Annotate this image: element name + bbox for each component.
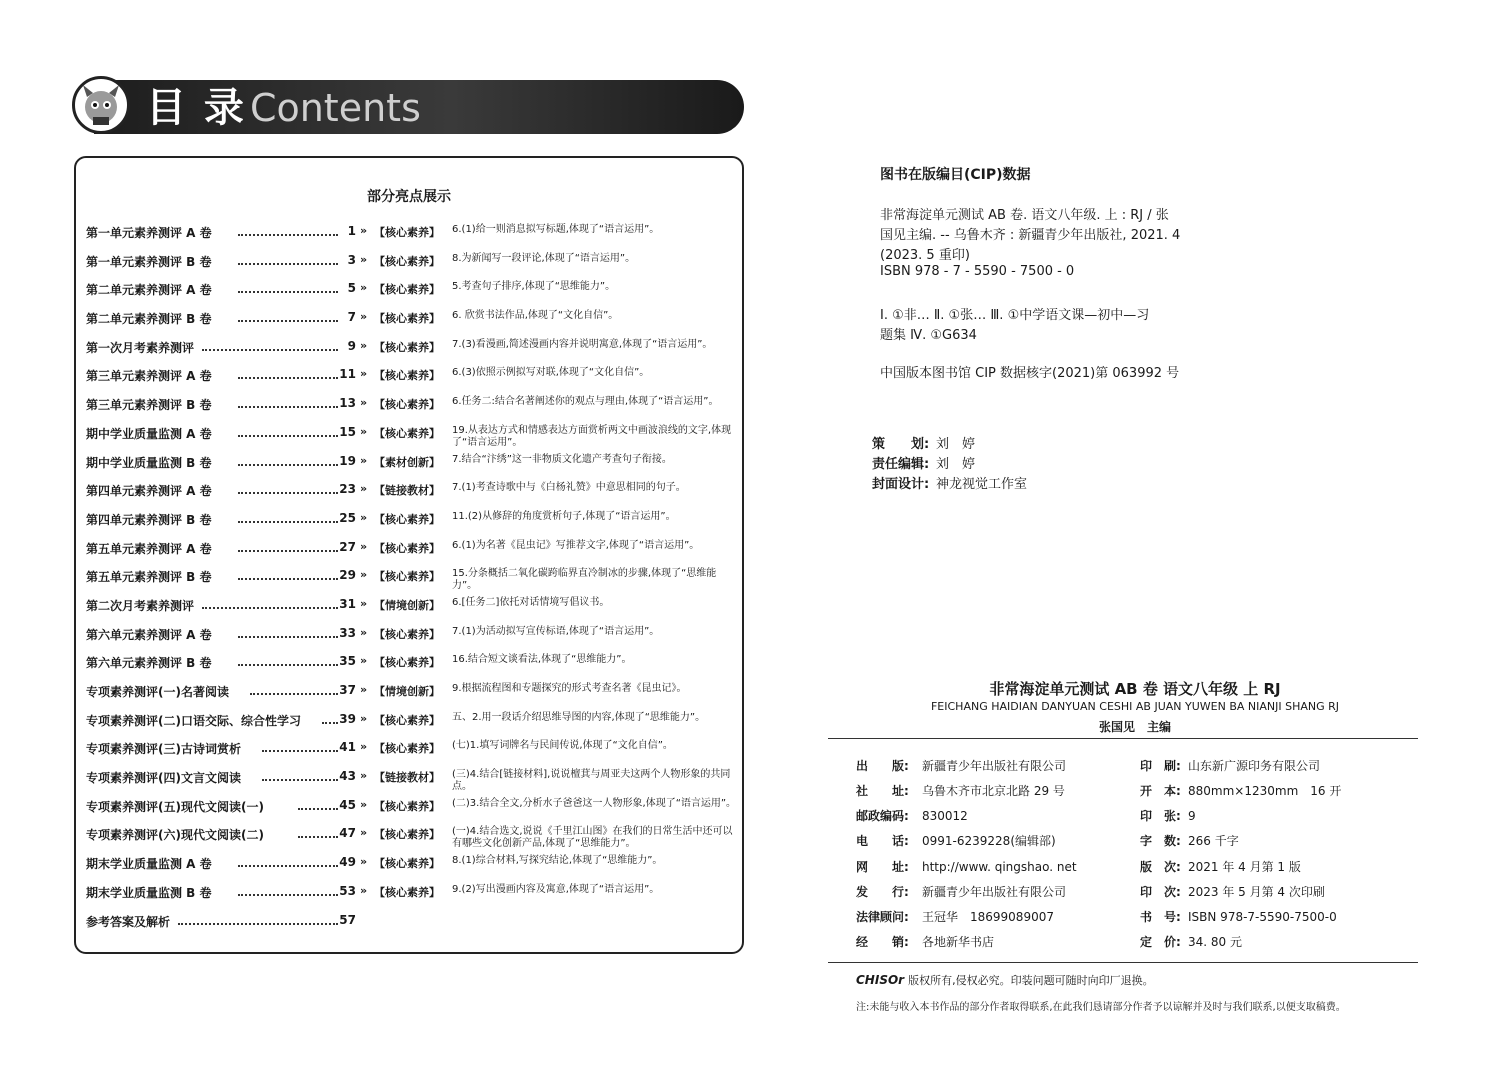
toc-description: 5.考查句子排序,体现了“思维能力”。	[452, 281, 616, 293]
publisher-logo: CHISOr	[856, 973, 905, 987]
toc-page-number: 37	[339, 683, 356, 697]
pub-info-row	[1140, 933, 1242, 950]
arrow-icon: »	[360, 281, 368, 295]
pub-value: http://www. qingshao. net	[922, 860, 1077, 874]
toc-page-number: 31	[339, 596, 356, 611]
toc-page-number: 45	[339, 797, 356, 812]
toc-page-number: 3	[347, 252, 356, 267]
toc-entry-title: 第四单元素养测评 A 卷	[86, 484, 212, 499]
toc-entry[interactable]	[86, 505, 736, 534]
pub-value: 0991-6239228(编辑部)	[922, 834, 1056, 848]
pub-info-row	[856, 782, 1065, 799]
toc-entry[interactable]	[86, 591, 736, 620]
toc-page-number: 53	[339, 883, 356, 898]
pub-value: 王冠华 18699089007	[922, 910, 1054, 924]
toc-entry[interactable]	[86, 333, 736, 362]
pub-info-row	[856, 883, 1066, 900]
pub-info-row	[856, 807, 968, 824]
cip-title: 图书在版编目(CIP)数据	[880, 167, 1031, 183]
pub-info-row	[1140, 807, 1196, 824]
pub-label: 书 号:	[1140, 910, 1181, 924]
toc-tag: 【核心素养】	[374, 369, 440, 383]
toc-tag: 【核心素养】	[374, 713, 440, 727]
arrow-icon: »	[360, 883, 368, 897]
pub-label: 邮政编码:	[856, 809, 909, 823]
toc-description: 11.(2)从修辞的角度赏析句子,体现了“语言运用”。	[452, 510, 676, 522]
cip-line: 非常海淀单元测试 AB 卷. 语文八年级. 上 : RJ / 张	[880, 208, 1169, 223]
pub-value: 新疆青少年出版社有限公司	[922, 759, 1067, 773]
toc-page-number: 25	[339, 510, 356, 525]
toc-description: 7.(1)为活动拟写宣传标语,体现了“语言运用”。	[452, 625, 660, 637]
toc-entry[interactable]	[86, 849, 736, 878]
toc-box	[74, 156, 744, 954]
pub-label: 印 张:	[1140, 809, 1181, 823]
toc-leader	[238, 314, 338, 322]
toc-entry-title: 专项素养测评(五)现代文阅读(一)	[86, 799, 264, 814]
toc-leader	[238, 486, 338, 494]
pub-label: 电 话:	[856, 834, 909, 848]
toc-entry-title: 第六单元素养测评 A 卷	[86, 627, 212, 642]
pub-info-row	[1140, 908, 1337, 925]
pub-label: 版 次:	[1140, 860, 1181, 874]
arrow-icon: »	[360, 826, 368, 840]
pub-info-row	[856, 832, 1056, 849]
toc-tag: 【链接教材】	[374, 771, 440, 785]
toc-tag: 【核心素养】	[374, 512, 440, 526]
divider	[828, 738, 1418, 739]
pub-info-row	[856, 757, 1066, 774]
toc-entry-title: 第三单元素养测评 B 卷	[86, 398, 212, 413]
pub-value: 880mm×1230mm 16 开	[1188, 784, 1342, 798]
pub-value: 新疆青少年出版社有限公司	[922, 885, 1067, 899]
toc-entry-title: 期末学业质量监测 B 卷	[86, 885, 212, 900]
credit-label: 封面设计:	[872, 477, 930, 492]
credit-row	[872, 473, 1027, 492]
pub-info-row	[1140, 757, 1320, 774]
toc-leader	[238, 458, 338, 466]
toc-leader	[238, 228, 338, 236]
book-pinyin: FEICHANG HAIDIAN DANYUAN CESHI AB JUAN YUWEN BA NIANJI SHANG RJ	[930, 700, 1340, 713]
toc-leader	[238, 285, 338, 293]
arrow-icon: »	[360, 367, 368, 381]
credit-label: 责任编辑:	[872, 457, 930, 472]
toc-leader	[178, 917, 338, 925]
arrow-icon: »	[360, 539, 368, 553]
toc-entry[interactable]	[86, 247, 736, 276]
toc-page-number: 27	[339, 539, 356, 554]
toc-description: 6.任务二:结合名著阐述你的观点与理由,体现了“语言运用”。	[452, 396, 719, 408]
toc-page-number: 9	[347, 338, 356, 353]
toc-leader	[262, 744, 338, 752]
toc-leader	[238, 859, 338, 867]
contents-page	[72, 76, 744, 956]
arrow-icon: »	[360, 797, 368, 811]
toc-tag: 【核心素养】	[374, 398, 440, 412]
toc-description: 五、2.用一段话介绍思维导图的内容,体现了“思维能力”。	[452, 711, 706, 723]
toc-description: (七)1.填写词牌名与民间传说,体现了“文化自信”。	[452, 740, 673, 752]
toc-entry-title: 参考答案及解析	[86, 914, 171, 929]
cip-line: Ⅰ. ①非… Ⅱ. ①张… Ⅲ. ①中学语文课—初中—习	[880, 308, 1150, 323]
pub-label: 发 行:	[856, 885, 909, 899]
toc-tag: 【核心素养】	[374, 312, 440, 326]
toc-entry-title: 第一单元素养测评 B 卷	[86, 254, 212, 269]
credit-value: 刘 婷	[936, 457, 976, 472]
toc-page-number: 35	[339, 654, 356, 669]
toc-description: 8.为新闻写一段评论,体现了“语言运用”。	[452, 252, 636, 264]
toc-entry[interactable]	[86, 792, 736, 821]
toc-leader	[238, 257, 338, 265]
toc-list	[86, 218, 736, 935]
toc-leader	[238, 544, 338, 552]
rights-line	[856, 972, 1154, 988]
toc-entry[interactable]	[86, 734, 736, 763]
toc-page-number: 47	[339, 826, 356, 841]
arrow-icon: »	[360, 396, 368, 410]
arrow-icon: »	[360, 252, 368, 266]
toc-entry[interactable]	[86, 304, 736, 333]
toc-page-number: 15	[339, 424, 356, 439]
toc-page-number: 33	[339, 625, 356, 640]
arrow-icon: »	[360, 740, 368, 754]
toc-entry-title: 专项素养测评(三)古诗词赏析	[86, 742, 241, 757]
arrow-icon: »	[360, 596, 368, 610]
toc-entry-title: 第二次月考素养测评	[86, 598, 195, 613]
pub-label: 印 次:	[1140, 885, 1181, 899]
toc-leader	[238, 658, 338, 666]
toc-entry[interactable]	[86, 390, 736, 419]
toc-entry[interactable]	[86, 648, 736, 677]
toc-entry-title: 期末学业质量监测 A 卷	[86, 857, 212, 872]
pub-info-row	[1140, 782, 1341, 799]
toc-entry-title: 专项素养测评(一)名著阅读	[86, 685, 229, 699]
credit-label: 策 划:	[872, 437, 930, 452]
pub-value: 2023 年 5 月第 4 次印刷	[1188, 885, 1325, 899]
toc-entry-title: 专项素养测评(二)口语交际、综合性学习	[86, 713, 301, 728]
toc-tag: 【核心素养】	[374, 426, 440, 440]
arrow-icon: »	[360, 711, 368, 725]
pub-label: 法律顾问:	[856, 910, 909, 924]
arrow-icon: »	[360, 424, 368, 438]
toc-entry[interactable]	[86, 218, 736, 247]
toc-entry[interactable]	[86, 419, 736, 448]
toc-description: 9.(2)写出漫画内容及寓意,体现了“语言运用”。	[452, 883, 660, 895]
toc-entry-title: 第四单元素养测评 B 卷	[86, 512, 212, 527]
toc-tag: 【核心素养】	[374, 627, 440, 641]
toc-description: 7.结合“汴绣”这一非物质文化遗产考查句子衔接。	[452, 453, 672, 465]
toc-description: 6.(1)给一则消息拟写标题,体现了“语言运用”。	[452, 224, 660, 235]
toc-entry-title: 第二单元素养测评 A 卷	[86, 283, 212, 298]
toc-description: 16.结合短文谈看法,体现了“思维能力”。	[452, 654, 632, 666]
toc-description: (二)3.结合全文,分析水子爸爸这一人物形象,体现了“语言运用”。	[452, 797, 737, 809]
pub-label: 社 址:	[856, 784, 909, 798]
arrow-icon: »	[360, 625, 368, 639]
arrow-icon: »	[360, 855, 368, 869]
pub-value: 各地新华书店	[922, 935, 995, 949]
arrow-icon: »	[360, 224, 368, 237]
pub-value: 34. 80 元	[1188, 935, 1242, 949]
toc-leader	[298, 830, 338, 838]
toc-page-number: 19	[339, 453, 356, 468]
toc-entry[interactable]	[86, 763, 736, 792]
cip-line: 国见主编. -- 乌鲁木齐 : 新疆青少年出版社, 2021. 4	[880, 228, 1181, 243]
pub-value: 乌鲁木齐市北京北路 29 号	[922, 784, 1065, 798]
arrow-icon: »	[360, 510, 368, 524]
arrow-icon: »	[360, 482, 368, 496]
toc-tag: 【核心素养】	[374, 283, 440, 297]
pub-label: 出 版:	[856, 759, 909, 773]
toc-entry[interactable]	[86, 706, 736, 735]
toc-entry-title: 第五单元素养测评 B 卷	[86, 570, 212, 585]
toc-tag: 【核心素养】	[374, 885, 440, 899]
contents-title-cn: 目 录	[146, 85, 246, 131]
mascot-icon	[72, 76, 130, 134]
toc-description: 8.(1)综合材料,写探究结论,体现了“思维能力”。	[452, 855, 663, 867]
toc-tag: 【核心素养】	[374, 828, 440, 842]
copyright-page	[850, 0, 1450, 1080]
toc-leader	[202, 601, 338, 609]
pub-info-row	[1140, 832, 1239, 849]
pub-info-row	[856, 933, 994, 950]
toc-description: (一)4.结合选文,说说《千里江山图》在我们的日常生活中还可以有哪些文化创新产品,体现了“思维能力”。	[452, 826, 733, 850]
toc-page-number: 5	[347, 281, 356, 296]
toc-entry[interactable]	[86, 361, 736, 390]
toc-tag: 【情境创新】	[374, 685, 440, 698]
toc-page-number: 49	[339, 855, 356, 870]
arrow-icon: »	[360, 769, 368, 783]
pub-value: 266 千字	[1188, 834, 1239, 848]
toc-leader	[202, 343, 338, 351]
credit-value: 神龙视觉工作室	[936, 477, 1028, 492]
arrow-icon: »	[360, 310, 368, 324]
divider	[828, 962, 1418, 963]
toc-description: 15.分条概括二氧化碳跨临界直冷制冰的步骤,体现了“思维能力”。	[452, 568, 717, 592]
credit-row	[872, 433, 975, 452]
pub-value: ISBN 978-7-5590-7500-0	[1188, 910, 1337, 924]
toc-description: 9.根据流程图和专题探究的形式考查名著《昆虫记》。	[452, 683, 687, 694]
toc-entry-title: 第一次月考素养测评	[86, 340, 195, 355]
toc-tag: 【核心素养】	[374, 254, 440, 268]
toc-tag: 【情境创新】	[374, 598, 440, 612]
toc-tag: 【核心素养】	[374, 570, 440, 584]
toc-leader	[238, 371, 338, 379]
toc-tag: 【核心素养】	[374, 541, 440, 555]
toc-description: 19.从表达方式和情感表达方面赏析两文中画波浪线的文字,体现了“语言运用”。	[452, 424, 732, 448]
toc-description: 6.(3)依照示例拟写对联,体现了“文化自信”。	[452, 367, 650, 379]
toc-page-number: 11	[339, 367, 356, 382]
toc-entry[interactable]	[86, 907, 736, 936]
toc-tag: 【核心素养】	[374, 656, 440, 670]
contents-title-en: Contents	[249, 86, 421, 130]
toc-page-number: 39	[339, 711, 356, 726]
book-editor: 张国见 主编	[1098, 720, 1171, 734]
arrow-icon: »	[360, 338, 368, 352]
toc-entry[interactable]	[86, 878, 736, 907]
toc-leader	[238, 572, 338, 580]
credit-value: 刘 婷	[936, 437, 976, 452]
author-note: 注:未能与收入本书作品的部分作者取得联系,在此我们恳请部分作者予以谅解并及时与我们联系,以便支取稿费。	[856, 1002, 1346, 1013]
toc-page-number: 43	[339, 769, 356, 784]
toc-page-number: 41	[339, 740, 356, 755]
toc-entry[interactable]	[86, 275, 736, 304]
toc-leader	[250, 687, 338, 695]
toc-page-number: 1	[347, 224, 356, 238]
toc-leader	[298, 802, 338, 810]
toc-leader	[238, 429, 338, 437]
cip-line: 题集 Ⅳ. ①G634	[880, 328, 977, 343]
pub-value: 2021 年 4 月第 1 版	[1188, 860, 1301, 874]
arrow-icon: »	[360, 568, 368, 582]
toc-leader	[238, 630, 338, 638]
cip-line: (2023. 5 重印)	[880, 248, 970, 263]
toc-description: 6. 欣赏书法作品,体现了“文化自信”。	[452, 310, 619, 322]
toc-entry[interactable]	[86, 534, 736, 563]
toc-entry[interactable]	[86, 476, 736, 505]
toc-entry[interactable]	[86, 677, 736, 706]
pub-label: 字 数:	[1140, 834, 1181, 848]
pub-info-row	[1140, 858, 1301, 875]
cip-line: ISBN 978 - 7 - 5590 - 7500 - 0	[880, 264, 1075, 279]
toc-heading: 部分亮点展示	[367, 189, 451, 205]
toc-tag: 【素材创新】	[374, 455, 440, 469]
pub-value: 830012	[922, 809, 968, 823]
pub-label: 印 刷:	[1140, 759, 1181, 773]
toc-leader	[238, 515, 338, 523]
contents-banner	[72, 76, 744, 138]
toc-entry-title: 专项素养测评(六)现代文阅读(二)	[86, 828, 264, 843]
toc-tag: 【链接教材】	[374, 484, 440, 498]
toc-tag: 【核心素养】	[374, 340, 440, 354]
rights-text: 版权所有,侵权必究。印装问题可随时向印厂退换。	[908, 974, 1154, 987]
toc-description: 7.(3)看漫画,简述漫画内容并说明寓意,体现了“语言运用”。	[452, 338, 713, 350]
pub-label: 开 本:	[1140, 784, 1181, 798]
toc-description: (三)4.结合[链接材料],说说檀萁与周亚夫这两个人物形象的共同点。	[452, 769, 731, 793]
toc-entry-title: 第三单元素养测评 A 卷	[86, 369, 212, 384]
toc-leader	[238, 888, 338, 896]
pub-label: 网 址:	[856, 860, 909, 874]
toc-entry-title: 第一单元素养测评 A 卷	[86, 226, 212, 240]
pub-label: 经 销:	[856, 935, 909, 949]
toc-page-number: 23	[339, 482, 356, 497]
pub-info-row	[856, 858, 1077, 875]
toc-entry-title: 第五单元素养测评 A 卷	[86, 541, 212, 556]
arrow-icon: »	[360, 453, 368, 467]
pub-info-row	[1140, 883, 1325, 900]
toc-tag: 【核心素养】	[374, 857, 440, 871]
toc-entry-title: 第六单元素养测评 B 卷	[86, 656, 212, 671]
toc-entry-title: 专项素养测评(四)文言文阅读	[86, 771, 241, 786]
contents-title	[146, 84, 421, 132]
toc-entry-title: 期中学业质量监测 B 卷	[86, 455, 212, 470]
toc-entry[interactable]	[86, 562, 736, 591]
toc-tag: 【核心素养】	[374, 799, 440, 813]
toc-description: 6.[任务二]依托对话情境写倡议书。	[452, 596, 610, 608]
book-title: 非常海淀单元测试 AB 卷 语文八年级 上 RJ	[989, 680, 1281, 698]
toc-entry-title: 第二单元素养测评 B 卷	[86, 312, 212, 327]
toc-page-number: 7	[347, 310, 356, 325]
toc-tag: 【核心素养】	[374, 226, 440, 239]
toc-entry[interactable]	[86, 620, 736, 649]
cip-line: 中国版本图书馆 CIP 数据核字(2021)第 063992 号	[880, 366, 1180, 381]
pub-info-row	[856, 908, 1054, 925]
toc-entry[interactable]	[86, 448, 736, 477]
pub-label: 定 价:	[1140, 935, 1181, 949]
toc-leader	[238, 400, 338, 408]
arrow-icon: »	[360, 683, 368, 696]
pub-value: 山东新广源印务有限公司	[1188, 759, 1321, 773]
toc-page-number: 29	[339, 568, 356, 583]
toc-description: 7.(1)考查诗歌中与《白杨礼赞》中意思相同的句子。	[452, 482, 686, 494]
toc-description: 6.(1)为名著《昆虫记》写推荐文字,体现了“语言运用”。	[452, 539, 700, 551]
toc-tag: 【核心素养】	[374, 742, 440, 756]
toc-entry-title: 期中学业质量监测 A 卷	[86, 426, 212, 441]
arrow-icon: »	[360, 654, 368, 668]
toc-entry[interactable]	[86, 820, 736, 849]
toc-page-number: 13	[339, 396, 356, 411]
toc-leader	[262, 773, 338, 781]
credit-row	[872, 453, 975, 472]
toc-page-number: 57	[339, 912, 356, 927]
pub-value: 9	[1188, 809, 1196, 823]
